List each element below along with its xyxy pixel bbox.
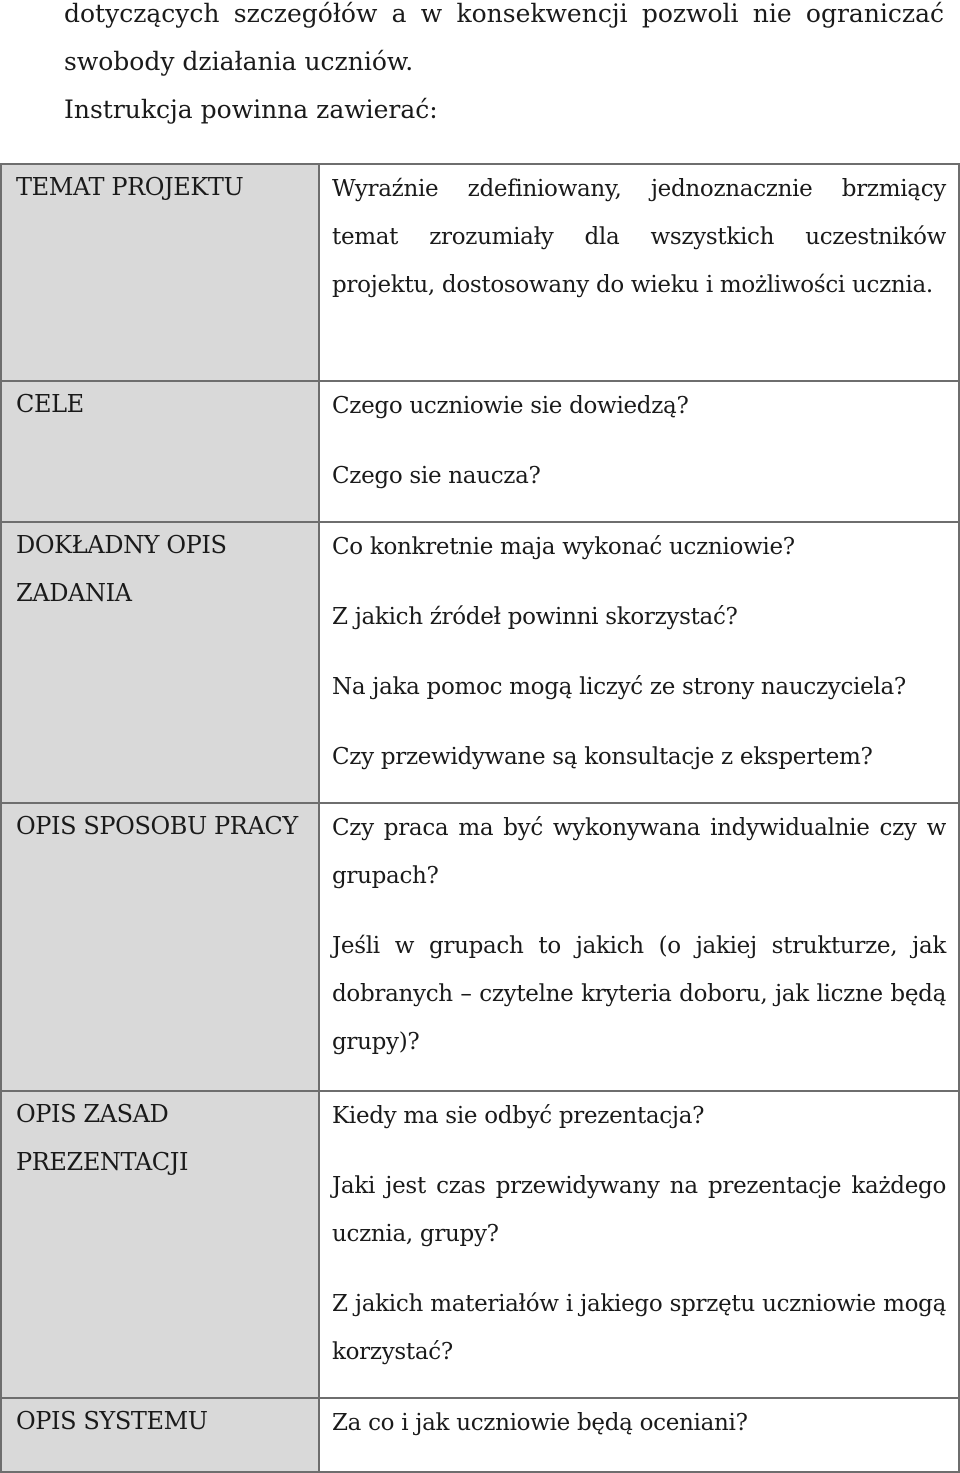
row-item: Z jakich źródeł powinni skorzystać? (332, 604, 738, 630)
intro-line-3: Instrukcja powinna zawierać: (64, 95, 438, 124)
row-item: Z jakich materiałów i jakiego sprzętu uczniowie mogą korzystać? (332, 1291, 946, 1365)
row-content-cell (319, 164, 959, 381)
row-label-cell (1, 803, 319, 1091)
row-label-cell (1, 1398, 319, 1472)
row-item: Za co i jak uczniowie będą oceniani? (332, 1410, 748, 1436)
row-content-cell (319, 1091, 959, 1398)
row-content-cell (319, 381, 959, 522)
intro-line-1: dotyczących szczegółów a w konsekwencji pozwoli nie ograniczać (64, 0, 944, 28)
row-item: Co konkretnie maja wykonać uczniowie? (332, 534, 795, 560)
table-row-topic (1, 164, 959, 381)
row-item: Na jaka pomoc mogą liczyć ze strony nauczyciela? (332, 674, 906, 700)
row-label-cell (1, 381, 319, 522)
row-item: Czego uczniowie sie dowiedzą? (332, 393, 689, 419)
row-content-cell (319, 522, 959, 803)
row-item: Jeśli w grupach to jakich (o jakiej strukturze, jak dobranych – czytelne kryteria doboru, jak liczne będą grupy)? (332, 933, 946, 1055)
row-label: OPIS SPOSOBU PRACY (16, 812, 298, 840)
table-row-work-method (1, 803, 959, 1091)
table-row-task-description (1, 522, 959, 803)
table-row-goals (1, 381, 959, 522)
row-label: OPIS ZASAD PREZENTACJI (16, 1100, 189, 1176)
instruction-table (0, 163, 960, 1473)
row-item: Kiedy ma sie odbyć prezentacja? (332, 1103, 705, 1129)
row-label: CELE (16, 390, 84, 418)
row-content-cell (319, 803, 959, 1091)
intro-line-2: swobody działania uczniów. (64, 47, 414, 76)
row-label: TEMAT PROJEKTU (16, 173, 244, 201)
row-label: OPIS SYSTEMU (16, 1407, 208, 1435)
row-label-cell (1, 522, 319, 803)
row-label-cell (1, 1091, 319, 1398)
table-row-assessment-system (1, 1398, 959, 1472)
row-item: Wyraźnie zdefiniowany, jednoznacznie brzmiący temat zrozumiały dla wszystkich uczestników projektu, dostosowany do wieku i możliwości ucznia. (332, 176, 946, 298)
row-content-cell (319, 1398, 959, 1472)
row-item: Jaki jest czas przewidywany na prezentacje każdego ucznia, grupy? (332, 1173, 946, 1247)
table-row-presentation-rules (1, 1091, 959, 1398)
row-item: Czy praca ma być wykonywana indywidualnie czy w grupach? (332, 815, 946, 889)
row-item: Czego sie naucza? (332, 463, 541, 489)
row-label: DOKŁADNY OPIS ZADANIA (16, 531, 227, 607)
row-label-cell (1, 164, 319, 381)
intro-paragraph (64, 0, 944, 134)
row-item: Czy przewidywane są konsultacje z ekspertem? (332, 744, 873, 770)
